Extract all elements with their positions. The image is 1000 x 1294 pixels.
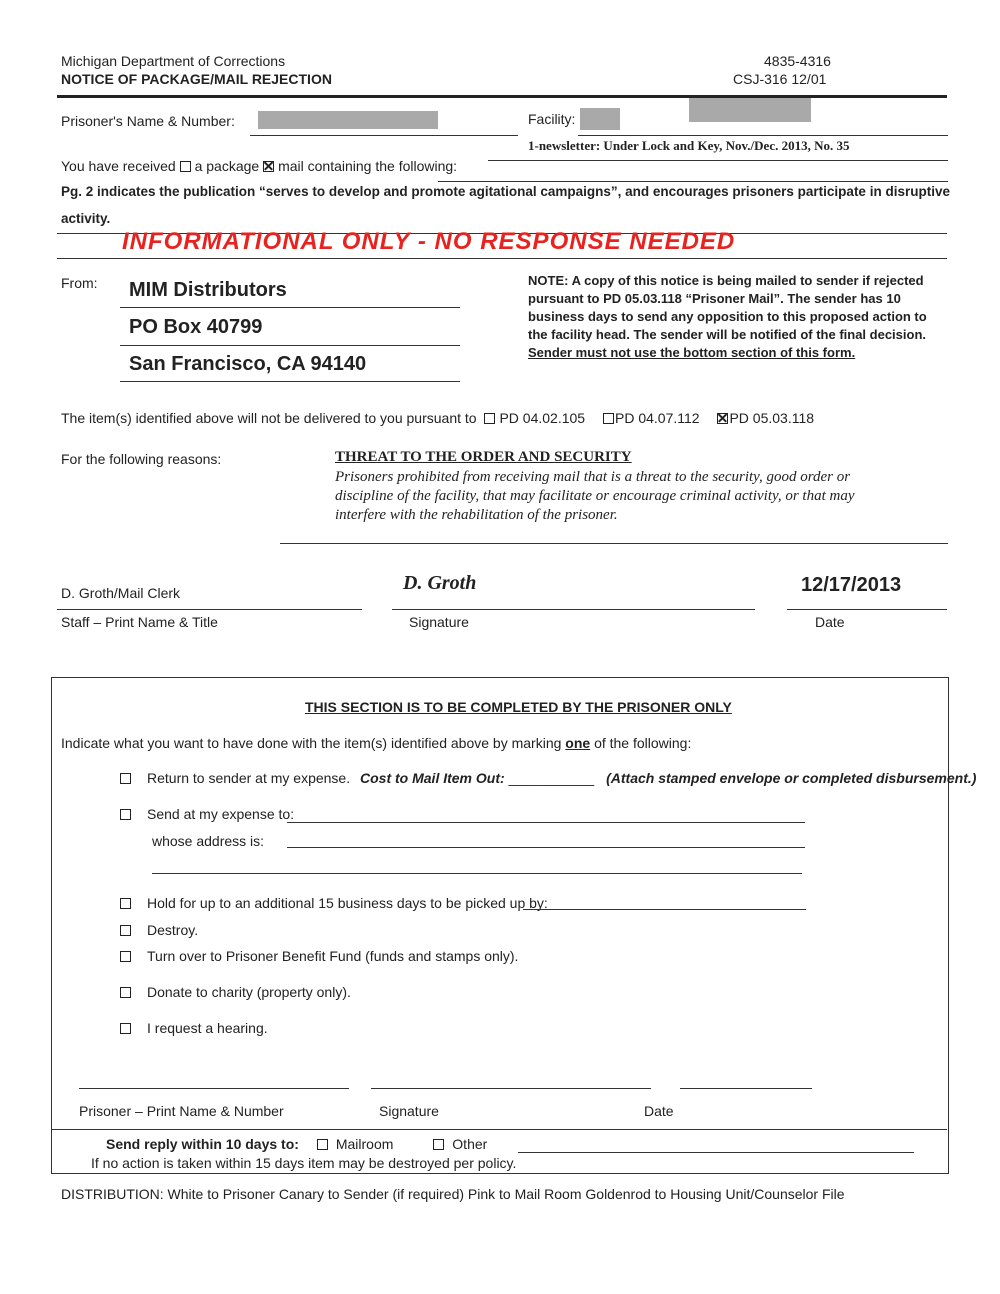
pd2-label: PD 04.07.112 — [614, 410, 700, 426]
prisoner-signature-label: Signature — [379, 1103, 439, 1119]
prisoner-name-sign-line[interactable] — [79, 1088, 349, 1089]
option-hearing — [120, 1020, 268, 1036]
reason-line-1: Prisoners prohibited from receiving mail that is a threat to the security, good order or — [335, 469, 851, 485]
option-hold — [120, 895, 548, 911]
policy-prefix: The item(s) identified above will not be delivered to you pursuant to — [61, 410, 477, 426]
package-checkbox[interactable] — [180, 161, 191, 172]
prisoner-name-label: Prisoner's Name & Number: — [61, 113, 235, 129]
contents-line — [438, 181, 948, 182]
return-label: Return to sender at my expense. — [147, 770, 351, 786]
form-code: 4835-4316 — [764, 53, 831, 69]
note-line-1: NOTE: A copy of this notice is being mailed to sender if rejected — [528, 273, 924, 288]
benefit-checkbox[interactable] — [120, 951, 131, 962]
distribution: DISTRIBUTION: White to Prisoner Canary to Sender (if required) Pink to Mail Room Goldenrod to Housing Unit/Counselor File — [61, 1186, 845, 1202]
hold-line[interactable] — [523, 909, 806, 910]
agency-name: Michigan Department of Corrections — [61, 53, 286, 69]
staff-name-label: Staff – Print Name & Title — [61, 614, 218, 630]
instruction-pre: Indicate what you want to have done with the item(s) identified above by marking — [61, 735, 562, 751]
from-rule-1 — [120, 307, 460, 308]
redacted-id — [689, 98, 811, 122]
package-label: a package — [194, 158, 260, 174]
reasons-label: For the following reasons: — [61, 451, 222, 467]
facility-label: Facility: — [528, 111, 576, 127]
return-checkbox[interactable] — [120, 773, 131, 784]
cost-blank[interactable]: ___________ — [508, 770, 595, 786]
option-send — [120, 806, 294, 822]
prisoner-section-title: THIS SECTION IS TO BE COMPLETED BY THE PRISONER ONLY — [305, 699, 732, 715]
option-return — [120, 770, 976, 786]
form-title: NOTICE OF PACKAGE/MAIL REJECTION — [61, 71, 332, 87]
note-line-2: pursuant to PD 05.03.118 “Prisoner Mail”. The sender has 10 — [528, 291, 901, 306]
note-line-3: business days to send any opposition to this proposed action to — [528, 309, 927, 324]
hearing-checkbox[interactable] — [120, 1023, 131, 1034]
pd-04-02-105-checkbox[interactable] — [484, 413, 495, 424]
destroy-checkbox[interactable] — [120, 925, 131, 936]
send-checkbox[interactable] — [120, 809, 131, 820]
prisoner-date-label: Date — [644, 1103, 674, 1119]
cost-label: Cost to Mail Item Out: — [360, 770, 505, 786]
other-line[interactable] — [518, 1152, 914, 1153]
reason-heading: THREAT TO THE ORDER AND SECURITY — [335, 449, 632, 465]
instruction-post: of the following: — [594, 735, 692, 751]
facility-line — [578, 135, 948, 136]
reply-divider — [51, 1129, 947, 1130]
from-line-3: San Francisco, CA 94140 — [129, 353, 367, 375]
charity-checkbox[interactable] — [120, 987, 131, 998]
contents-description-1: Pg. 2 indicates the publication “serves to develop and promote agitational campaigns”, and encourages prisoners participate in disruptive — [61, 184, 950, 199]
policy-line — [61, 410, 814, 426]
option-charity — [120, 984, 351, 1000]
mail-label: mail containing the following: — [278, 158, 458, 174]
date-label: Date — [815, 614, 845, 630]
from-label: From: — [61, 275, 98, 291]
pd1-label: PD 04.02.105 — [499, 410, 586, 426]
reason-line-2: discipline of the facility, that may facilitate or encourage criminal activity, or that may — [335, 488, 855, 504]
date-line — [787, 609, 947, 610]
newsletter-line — [488, 160, 948, 161]
newsletter-note: 1-newsletter: Under Lock and Key, Nov./Dec. 2013, No. 35 — [528, 138, 850, 153]
staff-date: 12/17/2013 — [801, 574, 902, 596]
return-note: (Attach stamped envelope or completed disbursement.) — [606, 770, 977, 786]
hold-label: Hold for up to an additional 15 business days to be picked up by: — [147, 895, 548, 911]
instruction-one: one — [565, 735, 591, 751]
mailroom-checkbox[interactable] — [317, 1139, 328, 1150]
no-action-warning: If no action is taken within 15 days item may be destroyed per policy. — [91, 1155, 517, 1171]
whose-address-label: whose address is: — [152, 833, 265, 849]
form-number: CSJ-316 12/01 — [733, 71, 827, 87]
charity-label: Donate to charity (property only). — [147, 984, 351, 1000]
send-label: Send at my expense to: — [147, 806, 295, 822]
contents-description-2: activity. — [61, 211, 111, 226]
mailroom-label: Mailroom — [335, 1136, 394, 1152]
address-line-2[interactable] — [152, 873, 802, 874]
from-line-1: MIM Distributors — [129, 279, 287, 301]
prisoner-name-line — [250, 135, 518, 136]
pd-05-03-118-checkbox[interactable] — [717, 413, 728, 424]
option-destroy — [120, 922, 198, 938]
prisoner-name-label: Prisoner – Print Name & Number — [79, 1103, 284, 1119]
other-checkbox[interactable] — [433, 1139, 444, 1150]
handwritten-note: INFORMATIONAL ONLY - NO RESPONSE NEEDED — [122, 228, 736, 255]
benefit-label: Turn over to Prisoner Benefit Fund (funds and stamps only). — [147, 948, 519, 964]
note-line-4: the facility head. The sender will be notified of the final decision. — [528, 327, 927, 342]
option-benefit — [120, 948, 518, 964]
reason-line-3: interfere with the rehabilitation of the prisoner. — [335, 507, 618, 523]
staff-name-line — [57, 609, 362, 610]
from-rule-3 — [120, 381, 460, 382]
reply-line — [106, 1136, 487, 1152]
header-rule — [57, 95, 947, 98]
prisoner-date-line[interactable] — [680, 1088, 812, 1089]
note-line-5: Sender must not use the bottom section of this form. — [528, 345, 856, 360]
staff-name: D. Groth/Mail Clerk — [61, 585, 181, 601]
contents-line-3 — [57, 258, 947, 259]
redacted-prisoner-name — [258, 111, 438, 129]
reasons-rule — [280, 543, 948, 544]
signature-line — [392, 609, 755, 610]
send-to-line[interactable] — [287, 822, 805, 823]
hearing-label: I request a hearing. — [147, 1020, 268, 1036]
redacted-facility — [580, 108, 620, 130]
from-rule-2 — [120, 345, 460, 346]
address-line-1[interactable] — [287, 847, 805, 848]
mail-checkbox[interactable] — [263, 161, 274, 172]
staff-signature: D. Groth — [403, 572, 477, 594]
destroy-label: Destroy. — [147, 922, 199, 938]
reason-text — [335, 468, 855, 525]
signature-label: Signature — [409, 614, 469, 630]
reply-label: Send reply within 10 days to: — [106, 1136, 299, 1152]
prisoner-signature-line[interactable] — [371, 1088, 651, 1089]
pd-04-07-112-checkbox[interactable] — [603, 413, 614, 424]
pd3-label: PD 05.03.118 — [729, 410, 815, 426]
received-line — [61, 158, 457, 174]
instruction — [61, 735, 691, 751]
received-prefix: You have received — [61, 158, 176, 174]
from-line-2: PO Box 40799 — [129, 316, 263, 338]
hold-checkbox[interactable] — [120, 898, 131, 909]
other-label: Other — [452, 1136, 488, 1152]
sender-note — [528, 272, 927, 362]
